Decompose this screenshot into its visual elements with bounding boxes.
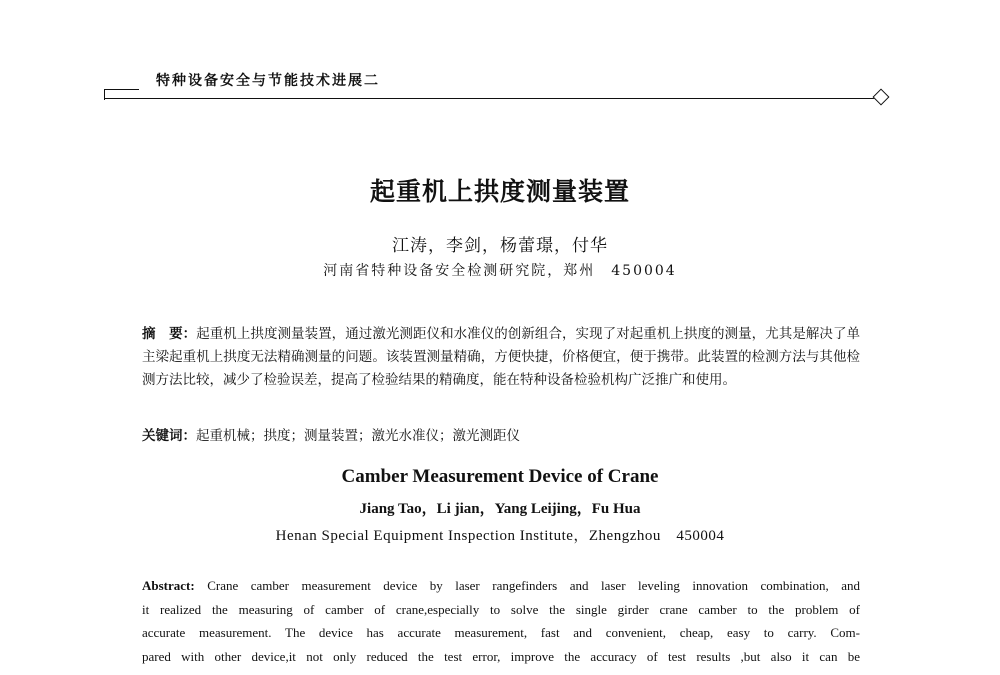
- keywords-cn: [142, 424, 860, 444]
- abstract-cn-text: 起重机上拱度测量装置，通过激光测距仪和水准仪的创新组合，实现了对起重机上拱度的测量，尤其是解决了单主梁起重机上拱度无法精确测量的问题。该装置测量精确，方便快捷，价格便宜，便于携带。此装置的检测方法与其他检测方法比较，减少了检验误差，提高了检验结果的精确度，能在特种设备检验机构广泛推广和使用。: [142, 326, 861, 388]
- abstract-en-line: pared with other device,it not only reduced the test error, improve the accuracy of test results ,but also it can be: [142, 648, 860, 664]
- affiliation-cn: 河南省特种设备安全检测研究院，郑州 450004: [323, 263, 677, 279]
- abstract-en-label: Abstract:: [142, 578, 195, 593]
- authors-cn: 江涛，李剑，杨蕾璟，付华: [392, 236, 608, 256]
- authors-en: Jiang Tao，Li jian，Yang Leijing，Fu Hua: [359, 501, 641, 517]
- keywords-cn-label: 关键词：: [142, 428, 196, 444]
- abstract-cn-label: 摘 要：: [142, 326, 197, 342]
- header-rule: [104, 98, 874, 99]
- abstract-cn: [142, 323, 860, 392]
- abstract-en-line: Abstract: Crane camber measurement device by laser rangefinders and laser leveling innovation combination, and: [142, 578, 860, 593]
- affiliation-en: Henan Special Equipment Inspection Institute，Zhengzhou 450004: [275, 528, 725, 544]
- abstract-en-line: accurate measurement. The device has accurate measurement, fast and convenient, cheap, easy to carry. Com-: [142, 625, 860, 640]
- diamond-ornament-icon: [873, 89, 890, 106]
- paper-title-en: Camber Measurement Device of Crane: [341, 466, 659, 487]
- abstract-en: [142, 574, 860, 668]
- keywords-cn-text: 起重机械；拱度；测量装置；激光水准仪；激光测距仪: [196, 428, 520, 444]
- paper-title-cn: 起重机上拱度测量装置: [369, 177, 630, 206]
- running-head: 特种设备安全与节能技术进展二: [156, 73, 380, 89]
- abstract-en-line: it realized the measuring of camber of crane,especially to solve the single girder crane camber to the problem of: [142, 601, 860, 617]
